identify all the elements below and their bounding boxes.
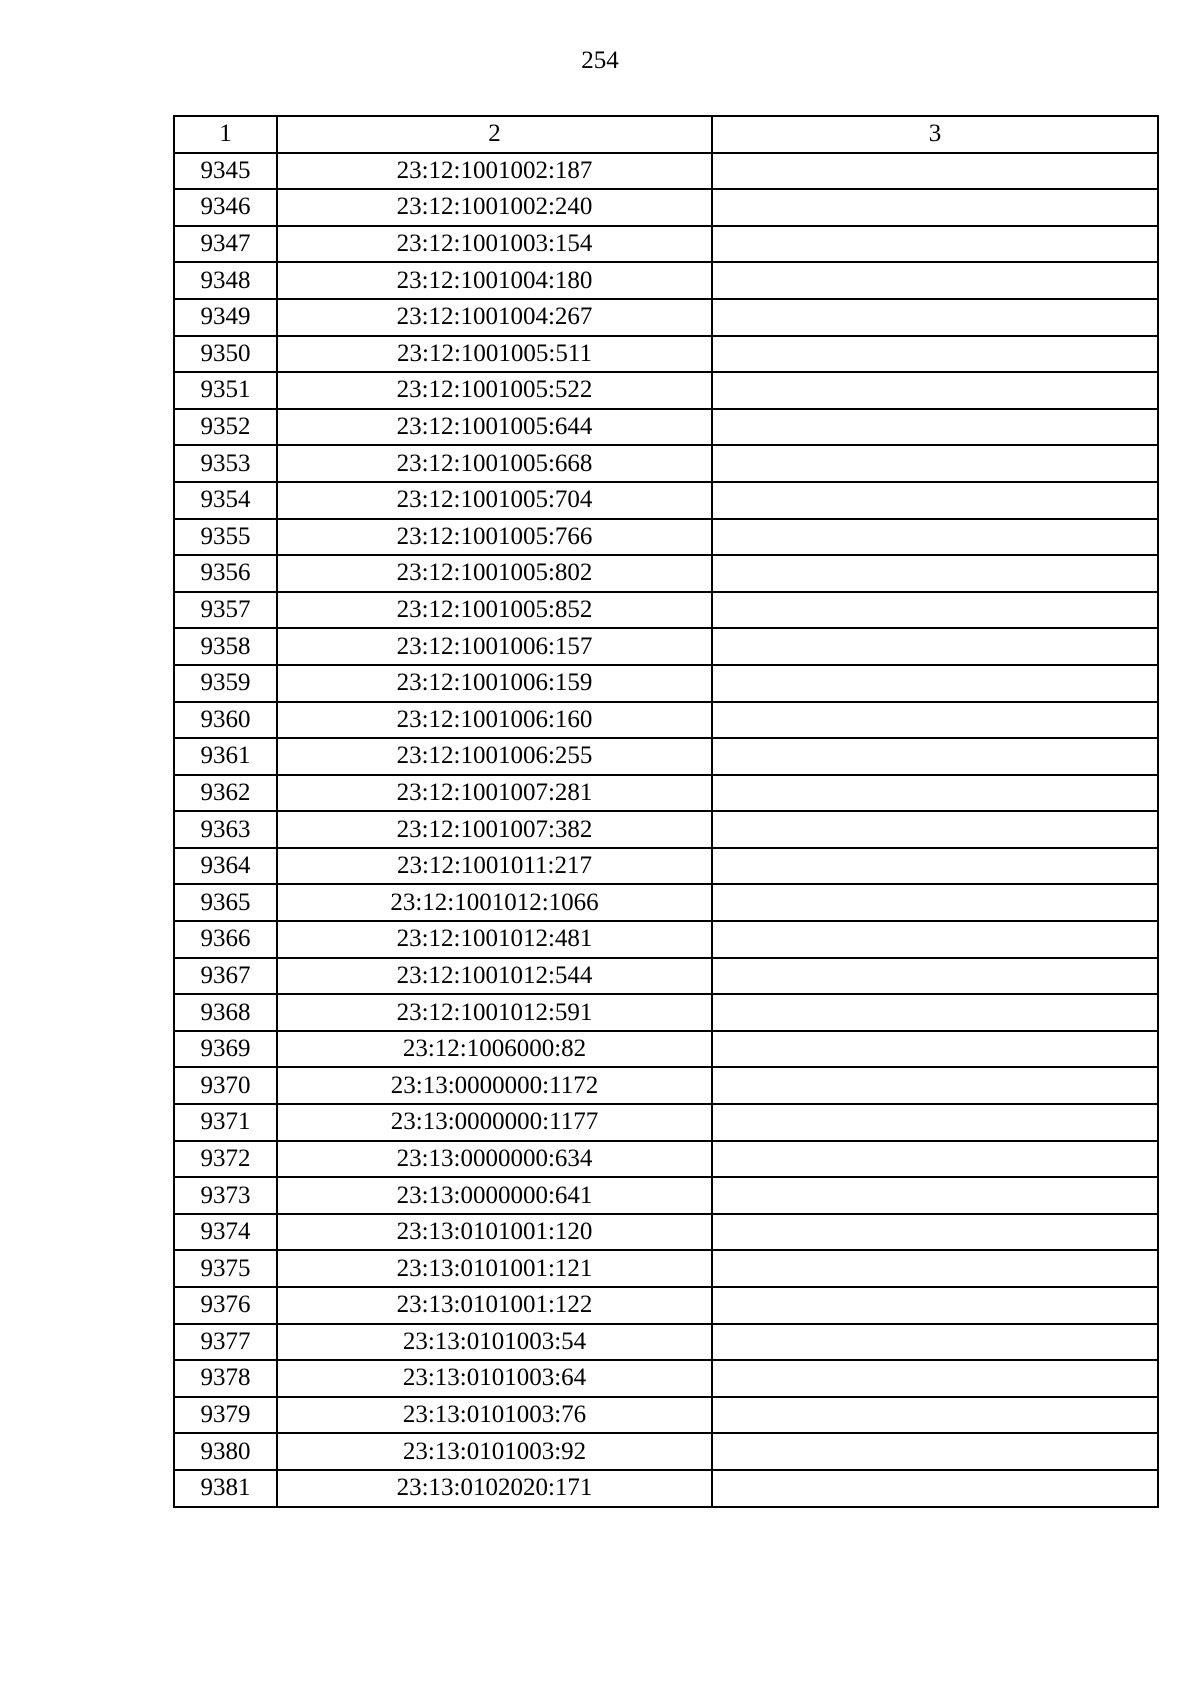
table-row [174,628,1158,665]
note-cell [712,592,1158,629]
cadastral-number-cell: 23:12:1001005:704 [277,482,712,519]
table-row [174,1250,1158,1287]
table-row [174,1177,1158,1214]
note-cell [712,372,1158,409]
table-row [174,445,1158,482]
table-row [174,299,1158,336]
row-number-cell: 9379 [174,1397,277,1434]
row-number-cell: 9357 [174,592,277,629]
note-cell [712,702,1158,739]
row-number-cell: 9349 [174,299,277,336]
note-cell [712,1360,1158,1397]
row-number-cell: 9367 [174,958,277,995]
note-cell [712,848,1158,885]
table-row [174,1141,1158,1178]
page-number: 254 [581,47,619,74]
table-row [174,665,1158,702]
note-cell [712,1433,1158,1470]
cadastral-number-cell: 23:12:1001006:255 [277,738,712,775]
cadastral-number-cell: 23:13:0101003:76 [277,1397,712,1434]
cadastral-number-cell: 23:12:1001005:511 [277,336,712,373]
row-number-cell: 9380 [174,1433,277,1470]
note-cell [712,921,1158,958]
table-row [174,811,1158,848]
note-cell [712,519,1158,556]
row-number-cell: 9359 [174,665,277,702]
note-cell [712,994,1158,1031]
note-cell [712,628,1158,665]
table-row [174,555,1158,592]
row-number-cell: 9355 [174,519,277,556]
row-number-cell: 9346 [174,189,277,226]
cadastral-number-cell: 23:12:1001006:157 [277,628,712,665]
row-number-cell: 9360 [174,702,277,739]
row-number-cell: 9381 [174,1470,277,1507]
note-cell [712,958,1158,995]
note-cell [712,482,1158,519]
row-number-cell: 9368 [174,994,277,1031]
note-cell [712,299,1158,336]
table-row [174,336,1158,373]
table-row [174,1433,1158,1470]
row-number-cell: 9352 [174,409,277,446]
table-row [174,482,1158,519]
note-cell [712,336,1158,373]
row-number-cell: 9372 [174,1141,277,1178]
row-number-cell: 9351 [174,372,277,409]
table-row [174,262,1158,299]
row-number-cell: 9361 [174,738,277,775]
note-cell [712,811,1158,848]
cadastral-number-cell: 23:12:1001002:240 [277,189,712,226]
cadastral-number-cell: 23:13:0101001:121 [277,1250,712,1287]
row-number-cell: 9376 [174,1287,277,1324]
row-number-cell: 9371 [174,1104,277,1141]
note-cell [712,1067,1158,1104]
table-row [174,884,1158,921]
note-cell [712,445,1158,482]
table-row [174,1031,1158,1068]
cadastral-number-cell: 23:12:1001006:160 [277,702,712,739]
cadastral-number-cell: 23:13:0000000:634 [277,1141,712,1178]
cadastral-number-cell: 23:13:0101003:64 [277,1360,712,1397]
cadastral-number-cell: 23:13:0000000:1177 [277,1104,712,1141]
table-row [174,702,1158,739]
cadastral-number-cell: 23:13:0101003:54 [277,1324,712,1361]
note-cell [712,738,1158,775]
cadastral-number-cell: 23:13:0102020:171 [277,1470,712,1507]
table-row [174,226,1158,263]
column-header-3: 3 [712,116,1158,153]
table-row [174,958,1158,995]
note-cell [712,1177,1158,1214]
note-cell [712,153,1158,190]
table-row [174,519,1158,556]
table-row [174,189,1158,226]
cadastral-number-cell: 23:12:1001007:382 [277,811,712,848]
cadastral-number-cell: 23:12:1006000:82 [277,1031,712,1068]
cadastral-number-cell: 23:12:1001012:481 [277,921,712,958]
note-cell [712,884,1158,921]
table-row [174,848,1158,885]
row-number-cell: 9364 [174,848,277,885]
cadastral-number-cell: 23:12:1001004:267 [277,299,712,336]
cadastral-number-cell: 23:13:0101001:122 [277,1287,712,1324]
cadastral-number-cell: 23:12:1001012:544 [277,958,712,995]
row-number-cell: 9378 [174,1360,277,1397]
table-row [174,738,1158,775]
note-cell [712,1031,1158,1068]
table-row [174,153,1158,190]
note-cell [712,262,1158,299]
cadastral-number-cell: 23:13:0000000:1172 [277,1067,712,1104]
cadastral-number-cell: 23:12:1001005:852 [277,592,712,629]
row-number-cell: 9369 [174,1031,277,1068]
row-number-cell: 9377 [174,1324,277,1361]
table-body [174,153,1158,1507]
row-number-cell: 9354 [174,482,277,519]
table-row [174,372,1158,409]
cadastral-number-cell: 23:12:1001005:766 [277,519,712,556]
row-number-cell: 9348 [174,262,277,299]
row-number-cell: 9358 [174,628,277,665]
table-row [174,1470,1158,1507]
note-cell [712,775,1158,812]
note-cell [712,1214,1158,1251]
row-number-cell: 9345 [174,153,277,190]
row-number-cell: 9353 [174,445,277,482]
row-number-cell: 9374 [174,1214,277,1251]
note-cell [712,1287,1158,1324]
header-row [174,116,1158,153]
note-cell [712,1104,1158,1141]
note-cell [712,1324,1158,1361]
row-number-cell: 9375 [174,1250,277,1287]
cadastral-number-cell: 23:13:0000000:641 [277,1177,712,1214]
cadastral-number-cell: 23:12:1001012:591 [277,994,712,1031]
cadastral-number-cell: 23:13:0101001:120 [277,1214,712,1251]
row-number-cell: 9350 [174,336,277,373]
cadastral-number-cell: 23:12:1001005:644 [277,409,712,446]
row-number-cell: 9363 [174,811,277,848]
cadastral-number-cell: 23:12:1001004:180 [277,262,712,299]
cadastral-number-cell: 23:12:1001006:159 [277,665,712,702]
cadastral-number-cell: 23:12:1001011:217 [277,848,712,885]
table-row [174,921,1158,958]
note-cell [712,226,1158,263]
cadastral-number-cell: 23:12:1001005:802 [277,555,712,592]
row-number-cell: 9356 [174,555,277,592]
table-row [174,994,1158,1031]
note-cell [712,665,1158,702]
note-cell [712,1397,1158,1434]
cadastral-number-cell: 23:12:1001007:281 [277,775,712,812]
row-number-cell: 9347 [174,226,277,263]
note-cell [712,1250,1158,1287]
note-cell [712,555,1158,592]
column-header-2: 2 [277,116,712,153]
column-header-1: 1 [174,116,277,153]
cadastral-number-cell: 23:12:1001005:668 [277,445,712,482]
table-row [174,1067,1158,1104]
note-cell [712,1470,1158,1507]
row-number-cell: 9366 [174,921,277,958]
table-row [174,1324,1158,1361]
cadastral-number-cell: 23:12:1001005:522 [277,372,712,409]
cadastral-number-cell: 23:12:1001003:154 [277,226,712,263]
row-number-cell: 9370 [174,1067,277,1104]
note-cell [712,1141,1158,1178]
table-row [174,775,1158,812]
table-row [174,1360,1158,1397]
cadastral-number-cell: 23:12:1001002:187 [277,153,712,190]
note-cell [712,409,1158,446]
row-number-cell: 9362 [174,775,277,812]
cadastral-number-cell: 23:12:1001012:1066 [277,884,712,921]
row-number-cell: 9373 [174,1177,277,1214]
note-cell [712,189,1158,226]
registry-table [173,115,1159,1508]
row-number-cell: 9365 [174,884,277,921]
table-row [174,409,1158,446]
table-row [174,1287,1158,1324]
table-row [174,1104,1158,1141]
table-row [174,1397,1158,1434]
table-row [174,1214,1158,1251]
cadastral-number-cell: 23:13:0101003:92 [277,1433,712,1470]
table-row [174,592,1158,629]
